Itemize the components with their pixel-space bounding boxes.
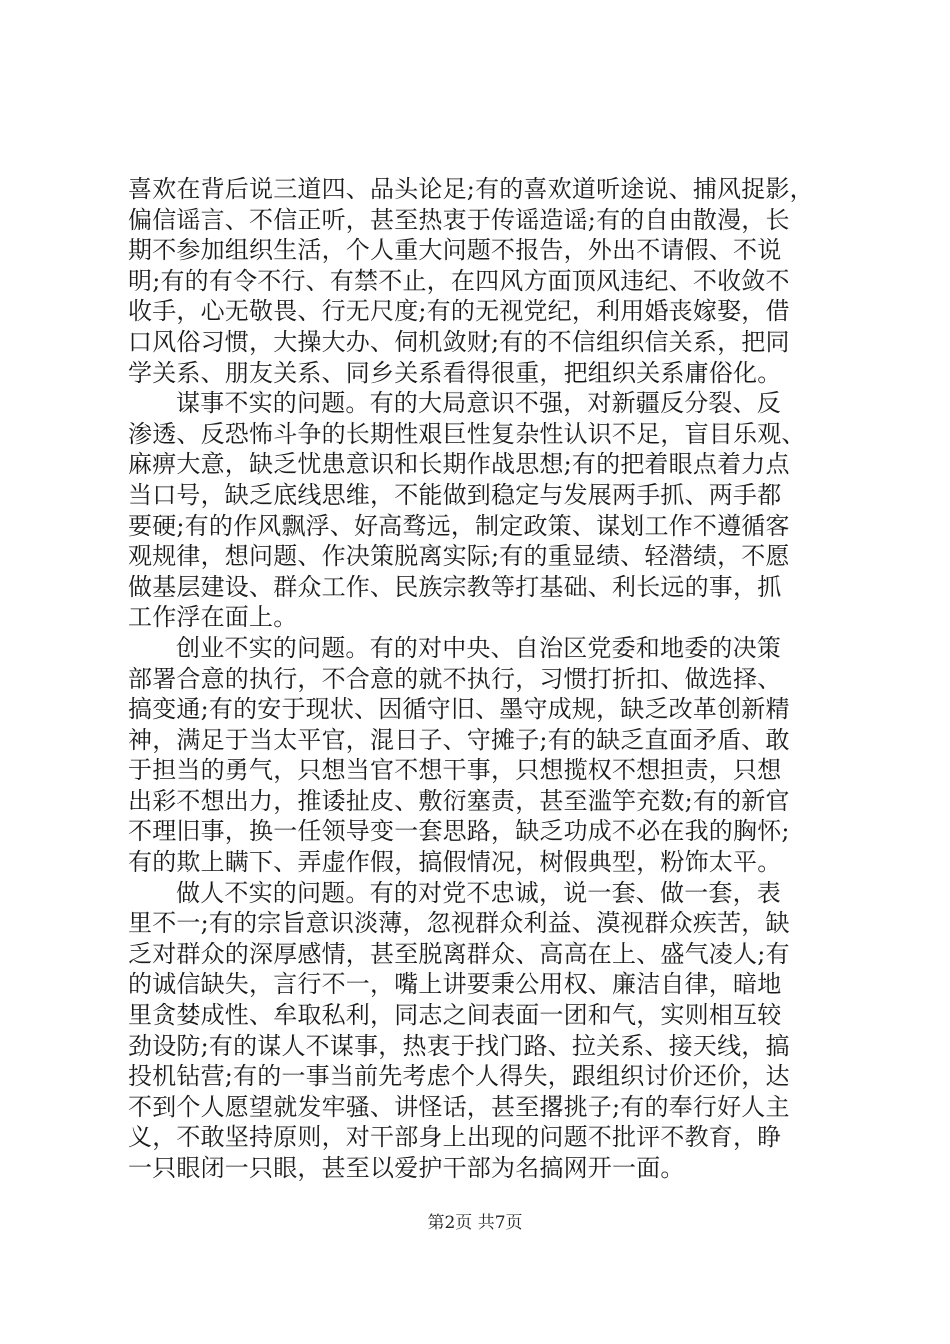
text-line: 不到个人愿望就发牢骚、讲怪话，甚至撂挑子;有的奉行好人主: [128, 1092, 790, 1121]
text-line: 麻痹大意，缺乏忧患意识和长期作战思想;有的把着眼点着力点: [128, 450, 790, 479]
text-line: 偏信谣言、不信正听，甚至热衷于传谣造谣;有的自由散漫，长: [128, 205, 790, 234]
text-line: 出彩不想出力，推诿扯皮、敷衍塞责，甚至滥竽充数;有的新官: [128, 786, 790, 815]
text-line: 投机钻营;有的一事当前先考虑个人得失，跟组织讨价还价，达: [128, 1062, 790, 1091]
text-line: 乏对群众的深厚感情，甚至脱离群众、高高在上、盛气凌人;有: [128, 939, 790, 968]
text-line: 喜欢在背后说三道四、品头论足;有的喜欢道听途说、捕风捉影，: [128, 175, 814, 203]
text-line: 要硬;有的作风飘浮、好高骛远，制定政策、谋划工作不遵循客: [128, 511, 790, 540]
paragraph-start-line: 谋事不实的问题。有的大局意识不强，对新疆反分裂、反: [176, 389, 781, 418]
text-line: 工作浮在面上。: [128, 603, 298, 632]
page-number-footer: 第2页 共7页: [427, 1213, 523, 1233]
text-line: 神，满足于当太平官，混日子、守摊子;有的缺乏直面矛盾、敢: [128, 725, 790, 754]
text-line: 里不一;有的宗旨意识淡薄，忽视群众利益、漠视群众疾苦，缺: [128, 909, 790, 938]
text-line: 不理旧事，换一任领导变一套思路，缺乏功成不必在我的胸怀;: [128, 817, 790, 846]
text-line: 学关系、朋友关系、同乡关系看得很重，把组织关系庸俗化。: [128, 358, 782, 387]
text-line: 当口号，缺乏底线思维，不能做到稳定与发展两手抓、两手都: [128, 480, 782, 509]
text-line: 口风俗习惯，大操大办、伺机敛财;有的不信组织信关系，把同: [128, 327, 790, 356]
text-line: 明;有的有令不行、有禁不止，在四风方面顶风违纪、不收敛不: [128, 266, 790, 295]
text-line: 的诚信缺失，言行不一，嘴上讲要秉公用权、廉洁自律，暗地: [128, 970, 782, 999]
text-line: 劲设防;有的谋人不谋事，热衷于找门路、拉关系、接天线，搞: [128, 1031, 790, 1060]
text-line: 于担当的勇气，只想当官不想干事，只想揽权不想担责，只想: [128, 756, 782, 785]
text-line: 期不参加组织生活，个人重大问题不报告，外出不请假、不说: [128, 236, 782, 265]
text-line: 搞变通;有的安于现状、因循守旧、墨守成规，缺乏改革创新精: [128, 695, 790, 724]
text-line: 渗透、反恐怖斗争的长期性艰巨性复杂性认识不足，盲目乐观、: [128, 419, 806, 448]
text-line: 一只眼闭一只眼，甚至以爱护干部为名搞网开一面。: [128, 1154, 685, 1182]
text-line: 部署合意的执行，不合意的就不执行，习惯打折扣、做选择、: [128, 664, 782, 693]
paragraph-start-line: 创业不实的问题。有的对中央、自治区党委和地委的决策: [176, 633, 781, 662]
text-line: 做基层建设、群众工作、民族宗教等打基础、利长远的事，抓: [128, 572, 782, 601]
text-line: 里贪婪成性、牟取私利，同志之间表面一团和气，实则相互较: [128, 1001, 782, 1030]
body-text: [128, 174, 828, 1184]
text-line: 有的欺上瞒下、弄虚作假，搞假情况，树假典型，粉饰太平。: [128, 848, 782, 877]
text-line: 义，不敢坚持原则，对干部身上出现的问题不批评不教育，睁: [128, 1123, 782, 1152]
text-line: 收手，心无敬畏、行无尺度;有的无视党纪，利用婚丧嫁娶，借: [128, 297, 790, 326]
paragraph-start-line: 做人不实的问题。有的对党不忠诚，说一套、做一套，表: [176, 878, 781, 907]
text-line: 观规律，想问题、作决策脱离实际;有的重显绩、轻潜绩，不愿: [128, 542, 790, 571]
